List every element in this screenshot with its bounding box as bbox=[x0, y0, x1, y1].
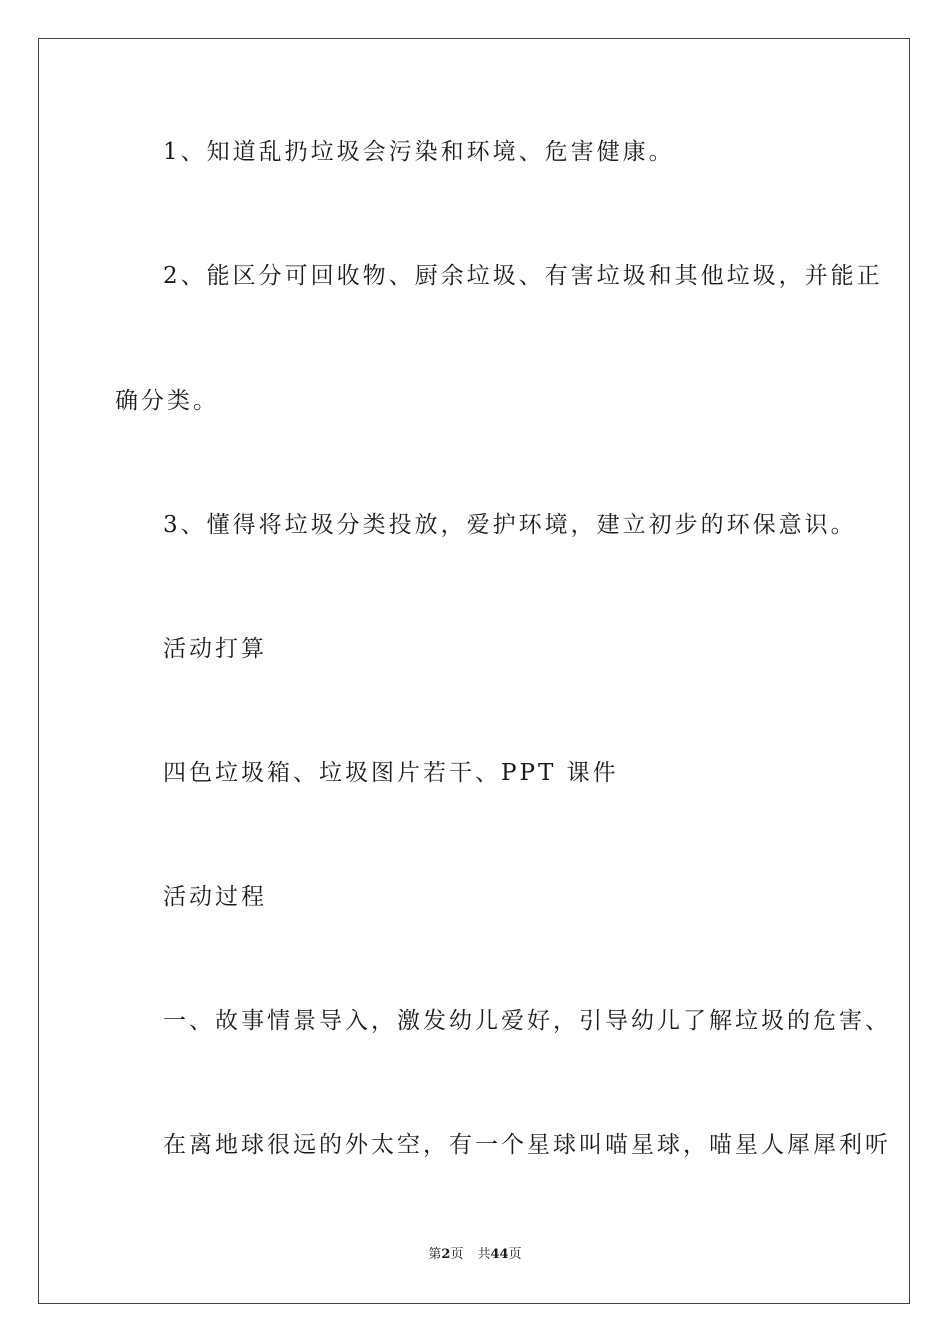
footer-page-suffix: 页 bbox=[450, 1247, 464, 1262]
footer-total-pages: 44 bbox=[490, 1247, 509, 1262]
paragraph-story: 在离地球很远的外太空，有一个星球叫喵星球，喵星人犀犀利听 bbox=[163, 1132, 891, 1158]
footer-page-prefix: 第 bbox=[428, 1247, 442, 1262]
paragraph-step-1: 一、故事情景导入，激发幼儿爱好，引导幼儿了解垃圾的危害、 bbox=[163, 1008, 891, 1034]
section-heading-preparation: 活动打算 bbox=[163, 636, 267, 662]
paragraph-materials: 四色垃圾箱、垃圾图片若干、PPT 课件 bbox=[163, 760, 619, 786]
page-footer bbox=[0, 1246, 950, 1264]
page-frame bbox=[38, 38, 910, 1304]
section-heading-process: 活动过程 bbox=[163, 884, 267, 910]
footer-total-prefix: 共 bbox=[477, 1247, 491, 1262]
paragraph-goal-2-continued: 确分类。 bbox=[115, 388, 219, 414]
footer-page-number: 2 bbox=[441, 1247, 451, 1262]
paragraph-goal-3: 3、懂得将垃圾分类投放，爱护环境，建立初步的环保意识。 bbox=[163, 512, 857, 538]
footer-total-suffix: 页 bbox=[508, 1247, 522, 1262]
paragraph-goal-1: 1、知道乱扔垃圾会污染和环境、危害健康。 bbox=[163, 139, 675, 165]
paragraph-goal-2: 2、能区分可回收物、厨余垃圾、有害垃圾和其他垃圾，并能正 bbox=[163, 263, 883, 289]
